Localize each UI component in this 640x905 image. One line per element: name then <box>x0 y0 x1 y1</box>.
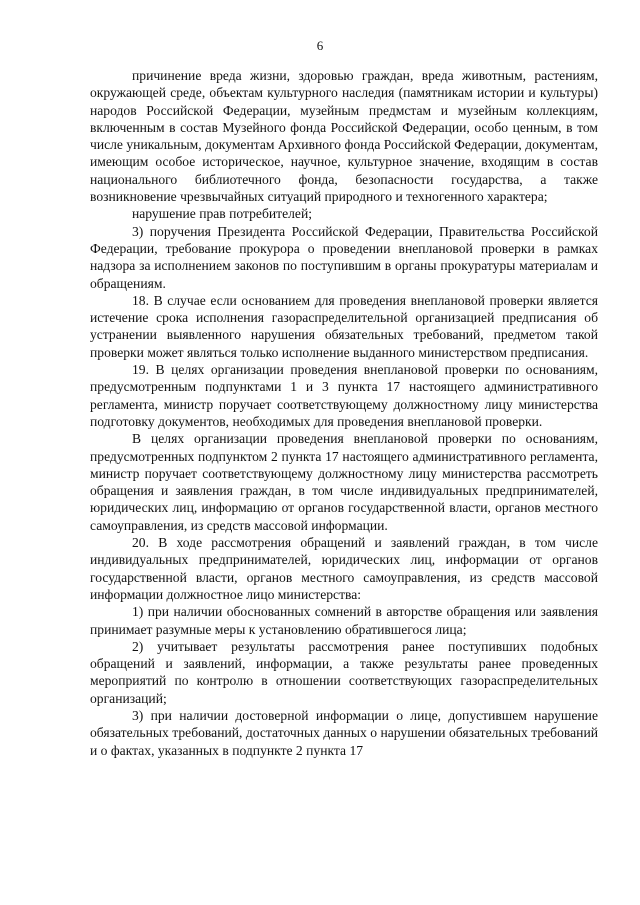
paragraph: нарушение прав потребителей; <box>132 206 312 222</box>
page-number: 6 <box>316 38 324 53</box>
paragraph: 3) поручения Президента Российской Федерации, Правительства Российской Федерации, требование прокурора о проведении внеплановой проверки в рамках надзора за исполнением законов по поступившим в органы прокуратуры материалам и обращениям. <box>90 223 598 291</box>
paragraph: 1) при наличии обоснованных сомнений в авторстве обращения или заявления принимает разумные меры к установлению обратившегося лица; <box>90 604 598 637</box>
paragraph: 3) при наличии достоверной информации о лице, допустившем нарушение обязательных требований, достаточных данных о нарушении обязательных требований и о фактах, указанных в подпункте 2 пункта 17 <box>90 707 598 758</box>
paragraph: В целях организации проведения внеплановой проверки по основаниям, предусмотренных подпунктом 2 пункта 17 настоящего административного регламента, министр поручает соответствующему должностному лицу министерства рассмотреть обращения и заявления граждан, в том числе индивидуальных предпринимателей, юридических лиц, информацию от органов государственной власти, органов местного самоуправления, из средств массовой информации. <box>90 431 598 533</box>
paragraph: 19. В целях организации проведения внеплановой проверки по основаниям, предусмотренным подпунктами 1 и 3 пункта 17 настоящего административного регламента, министр поручает соответствующему должностному лицу министерства подготовку документов, необходимых для проведения внеплановой проверки. <box>90 362 598 429</box>
paragraph: 2) учитывает результаты рассмотрения ранее поступивших подобных обращений и заявлений, информации, а также результаты ранее проведенных мероприятий по контролю в отношении соответствующих газораспределительных организаций; <box>90 638 598 706</box>
paragraph: 18. В случае если основанием для проведения внеплановой проверки является истечение срока исполнения газораспределительной организацией предписания об устранении выявленного нарушения обязательных требований, предметом такой проверки может являться только исполнение выданного министерством предписания. <box>90 292 598 360</box>
document-body <box>90 67 598 759</box>
paragraph: причинение вреда жизни, здоровью граждан, вреда животным, растениям, окружающей среде, объектам культурного наследия (памятникам истории и культуры) народов Российской Федерации, музейным предмстам и музейным коллекциям, включенным в состав Музейного фонда Российской Федерации, особо ценным, в том числе уникальным, документам Архивного фонда Российской Федерации, документам, имеющим особое историческое, научное, культурное значение, входящим в состав национального библиотечного фонда, безопасности государства, а также возникновение чрезвычайных ситуаций природного и техногенного характера; <box>90 68 598 205</box>
paragraph: 20. В ходе рассмотрения обращений и заявлений граждан, в том числе индивидуальных предпринимателей, юридических лиц, информации от органов государственной власти, органов местного самоуправления, из средств массовой информации должностное лицо министерства: <box>90 535 598 602</box>
